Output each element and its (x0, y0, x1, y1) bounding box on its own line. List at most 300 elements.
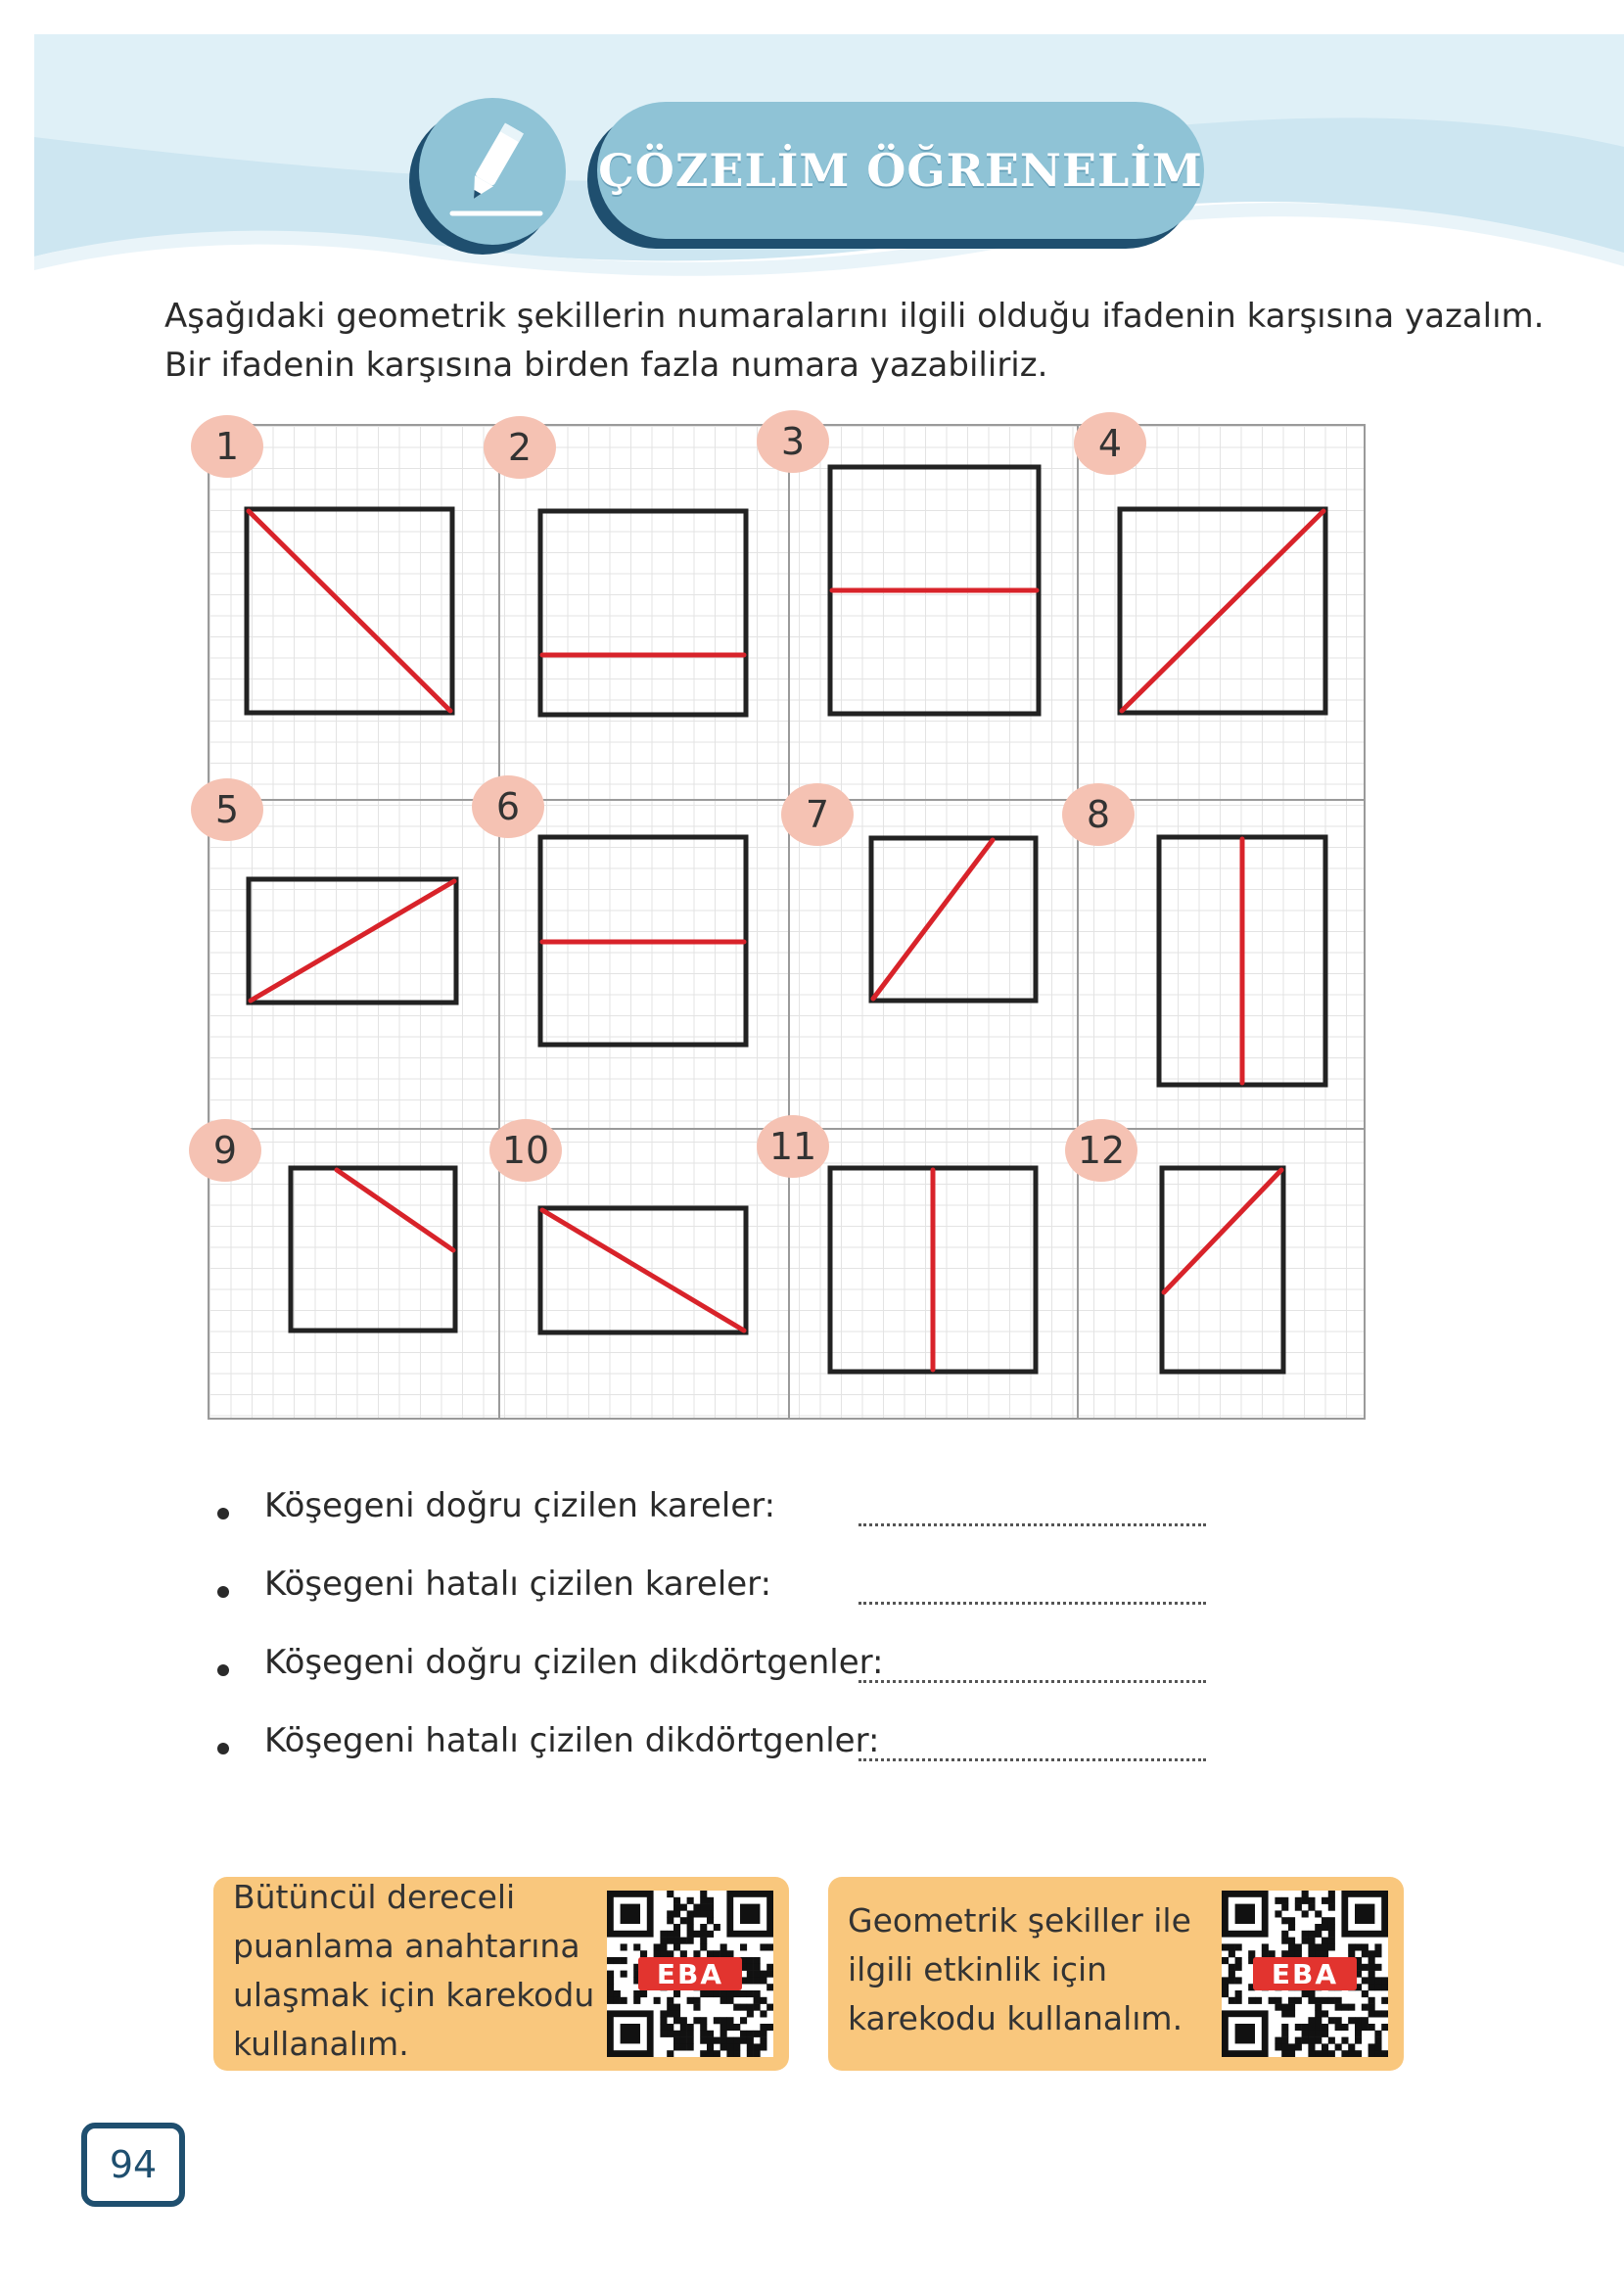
qr-module (673, 1897, 680, 1904)
qr-module (1335, 2024, 1342, 2031)
qr-module (700, 1897, 707, 1904)
qr-module (700, 1904, 707, 1911)
shape-number-10: 10 (489, 1119, 562, 1182)
qr-module (680, 2031, 687, 2037)
shape-number-9: 9 (189, 1119, 261, 1182)
qr-module (766, 1943, 773, 1950)
qr-module (1275, 1997, 1281, 2004)
shape-1-line (249, 511, 450, 711)
qr-module (1302, 1910, 1309, 1917)
shape-number-3: 3 (757, 410, 829, 473)
qr-module (1288, 1938, 1295, 1944)
qr-module (1235, 1957, 1242, 1964)
qr-module (1369, 1964, 1375, 1971)
qr-module (667, 1910, 673, 1917)
shape-10-line (542, 1210, 744, 1331)
qr-module (700, 1910, 707, 1917)
shape-12-outline (1162, 1168, 1283, 1372)
qr-module (740, 2031, 747, 2037)
qr-module (1362, 1964, 1369, 1971)
instruction-line-1: Aşağıdaki geometrik şekillerin numaralarını ilgili olduğu ifadenin karşısına yazalım. (164, 297, 1545, 336)
qr-code-rubric[interactable] (607, 1891, 773, 2057)
question-label: Köşegeni doğru çizilen kareler: (264, 1486, 776, 1525)
qr-module (1288, 2010, 1295, 2017)
qr-module (1369, 2024, 1375, 2031)
qr-module (1322, 2024, 1328, 2031)
qr-module (673, 2037, 680, 2044)
qr-module (1315, 2004, 1322, 2011)
qr-module (1369, 2010, 1375, 2017)
qr-module (1308, 1897, 1315, 1904)
qr-module (714, 2050, 720, 2057)
qr-module (607, 1990, 614, 1997)
qr-module (766, 1964, 773, 1971)
qr-module (747, 2050, 754, 2057)
qr-module (660, 2024, 667, 2031)
qr-module (1235, 1943, 1242, 1950)
shape-4-line (1122, 511, 1323, 711)
qr-module (1322, 2031, 1328, 2037)
qr-module (1229, 1971, 1235, 1978)
info-box-activity (828, 1877, 1404, 2071)
qr-module (700, 1931, 707, 1938)
qr-module (1381, 2050, 1388, 2057)
qr-module (1369, 2004, 1375, 2011)
qr-module (673, 1990, 680, 1997)
qr-module (667, 1938, 673, 1944)
qr-module (1369, 2043, 1375, 2050)
qr-module (754, 2031, 761, 2037)
qr-module (687, 1910, 694, 1917)
qr-module (1302, 2037, 1309, 2044)
qr-module (607, 1977, 614, 1984)
qr-module (1381, 1977, 1388, 1984)
qr-module (1288, 1917, 1295, 1924)
instruction-line-2: Bir ifadenin karşısına birden fazla numara yazabiliriz. (164, 346, 1048, 385)
qr-module (766, 2024, 773, 2031)
qr-module (1275, 1897, 1281, 1904)
qr-module (766, 1971, 773, 1978)
qr-module (707, 1897, 714, 1904)
qr-module (700, 2031, 707, 2037)
qr-module (1302, 1891, 1309, 1897)
qr-module (1362, 1943, 1369, 1950)
qr-module (1369, 1957, 1375, 1964)
qr-module (1328, 1897, 1335, 1904)
qr-module (1374, 2043, 1381, 2050)
qr-module (1229, 1950, 1235, 1957)
qr-module (1229, 1964, 1235, 1971)
qr-module (700, 1924, 707, 1931)
qr-module (1381, 1984, 1388, 1990)
qr-module (693, 1910, 700, 1917)
qr-module (726, 2043, 733, 2050)
qr-module (687, 1924, 694, 1931)
qr-module (607, 1984, 614, 1990)
qr-module (1355, 2031, 1362, 2037)
qr-module (1322, 1917, 1328, 1924)
qr-module (673, 1904, 680, 1911)
question-row (217, 1565, 1245, 1643)
qr-module (707, 1904, 714, 1911)
qr-module (720, 2024, 727, 2031)
qr-module (673, 2031, 680, 2037)
shape-9-line (337, 1170, 453, 1250)
qr-module (1308, 1931, 1315, 1938)
qr-module (1328, 1904, 1335, 1911)
qr-module (1295, 2037, 1302, 2044)
bullet (217, 1664, 229, 1676)
qr-module (1235, 1997, 1242, 2004)
qr-module (1288, 1997, 1295, 2004)
qr-module (633, 1990, 640, 1997)
qr-module (747, 2010, 754, 2017)
qr-module (607, 1957, 614, 1964)
shape-5-line (251, 881, 454, 1001)
qr-module (714, 1924, 720, 1931)
qr-module (707, 1931, 714, 1938)
qr-module (1288, 2004, 1295, 2011)
qr-module (1328, 2017, 1335, 2024)
qr-module (1335, 2043, 1342, 2050)
qr-module (700, 1943, 707, 1950)
qr-module (700, 1891, 707, 1897)
qr-module (687, 1897, 694, 1904)
qr-module (654, 1997, 661, 2004)
qr-module (714, 2017, 720, 2024)
qr-module (660, 2031, 667, 2037)
qr-module (1369, 1971, 1375, 1978)
qr-module (687, 2024, 694, 2031)
qr-module (1288, 2050, 1295, 2057)
qr-module (707, 2043, 714, 2050)
qr-module (1315, 1943, 1322, 1950)
qr-module (667, 2050, 673, 2057)
qr-module (687, 2043, 694, 2050)
qr-module (720, 2037, 727, 2044)
qr-module (720, 1990, 727, 1997)
qr-module (726, 2050, 733, 2057)
question-label: Köşegeni hatalı çizilen dikdörtgenler: (264, 1721, 880, 1760)
qr-module (1308, 1904, 1315, 1911)
qr-module (667, 1917, 673, 1924)
qr-module (1341, 2050, 1348, 2057)
qr-module (1288, 1943, 1295, 1950)
qr-module (1308, 2050, 1315, 2057)
section-title-banner (597, 102, 1204, 239)
qr-module (1229, 1943, 1235, 1950)
qr-module (1374, 1950, 1381, 1957)
shape-number-12: 12 (1065, 1119, 1137, 1182)
qr-module (720, 1997, 727, 2004)
qr-module (726, 1990, 733, 1997)
qr-module (1269, 1997, 1276, 2004)
qr-module (700, 1990, 707, 1997)
qr-module (693, 1904, 700, 1911)
qr-module (1255, 1997, 1262, 2004)
qr-module (1302, 1897, 1309, 1904)
qr-module (614, 1997, 621, 2004)
qr-module (1281, 1931, 1288, 1938)
qr-module (747, 1957, 754, 1964)
qr-code-activity[interactable] (1222, 1891, 1388, 2057)
qr-finder-inner (740, 1904, 760, 1924)
qr-module (1335, 2004, 1342, 2011)
qr-module (1295, 1904, 1302, 1911)
qr-module (707, 2050, 714, 2057)
qr-module (687, 1938, 694, 1944)
qr-module (667, 1997, 673, 2004)
shape-12-line (1164, 1170, 1281, 1292)
qr-module (1308, 2024, 1315, 2031)
qr-module (660, 1943, 667, 1950)
qr-module (1295, 2024, 1302, 2031)
qr-module (1302, 2031, 1309, 2037)
qr-module (1308, 2043, 1315, 2050)
qr-module (1369, 1977, 1375, 1984)
qr-module (673, 2004, 680, 2011)
qr-module (1281, 2031, 1288, 2037)
bullet (217, 1508, 229, 1520)
qr-module (1302, 1938, 1309, 1944)
qr-module (740, 2037, 747, 2044)
qr-module (760, 1997, 766, 2004)
qr-module (740, 2017, 747, 2024)
qr-module (754, 1990, 761, 1997)
eba-logo: EBA (1253, 1957, 1357, 1990)
qr-module (747, 2004, 754, 2011)
qr-module (1328, 1891, 1335, 1897)
qr-module (673, 1938, 680, 1944)
qr-module (1308, 1943, 1315, 1950)
qr-module (1308, 2037, 1315, 2044)
qr-module (726, 2017, 733, 2024)
qr-module (1362, 2004, 1369, 2011)
question-label: Köşegeni hatalı çizilen kareler: (264, 1565, 772, 1604)
qr-module (1281, 1938, 1288, 1944)
qr-module (707, 1917, 714, 1924)
qr-module (1288, 2043, 1295, 2050)
qr-module (1315, 2024, 1322, 2031)
qr-module (1328, 2050, 1335, 2057)
qr-module (1222, 1977, 1229, 1984)
qr-module (1308, 1990, 1315, 1997)
qr-module (747, 1977, 754, 1984)
answer-blank-1[interactable] (858, 1523, 1206, 1526)
qr-module (1381, 1997, 1388, 2004)
qr-module (1381, 2010, 1388, 2017)
qr-module (1308, 1997, 1315, 2004)
qr-module (740, 1990, 747, 1997)
qr-module (740, 2004, 747, 2011)
info-text-rubric: Bütüncül dereceli puanlama anahtarına ulaşmak için karekodu kullanalım. (233, 1878, 595, 2063)
qr-module (1302, 1990, 1309, 1997)
page-number: 94 (81, 2123, 185, 2207)
qr-module (1355, 2050, 1362, 2057)
qr-module (1235, 1990, 1242, 1997)
qr-module (1281, 1917, 1288, 1924)
qr-module (687, 1917, 694, 1924)
qr-module (726, 2037, 733, 2044)
qr-module (1275, 2037, 1281, 2044)
qr-module (1281, 2050, 1288, 2057)
qr-module (667, 1891, 673, 1897)
qr-module (754, 1977, 761, 1984)
shape-number-4: 4 (1074, 412, 1146, 475)
qr-module (1355, 2017, 1362, 2024)
qr-module (1281, 2010, 1288, 2017)
qr-module (1348, 2017, 1355, 2024)
qr-module (754, 1957, 761, 1964)
qr-module (673, 1924, 680, 1931)
qr-module (1322, 1943, 1328, 1950)
qr-finder-inner (621, 1904, 640, 1924)
qr-module (726, 2024, 733, 2031)
qr-module (614, 1957, 621, 1964)
qr-module (1315, 2017, 1322, 2024)
qr-module (621, 1957, 627, 1964)
qr-module (700, 1938, 707, 1944)
question-row (217, 1486, 1245, 1565)
qr-module (720, 2017, 727, 2024)
qr-module (1275, 2004, 1281, 2011)
qr-module (633, 1943, 640, 1950)
qr-module (1248, 1997, 1255, 2004)
qr-module (693, 1997, 700, 2004)
qr-module (1281, 1897, 1288, 1904)
qr-module (1315, 2010, 1322, 2017)
qr-module (1295, 1997, 1302, 2004)
qr-module (1374, 1964, 1381, 1971)
qr-module (1222, 1984, 1229, 1990)
qr-module (673, 2017, 680, 2024)
qr-module (714, 1990, 720, 1997)
qr-module (680, 1938, 687, 1944)
qr-finder-inner (1355, 1904, 1374, 1924)
qr-module (1322, 1938, 1328, 1944)
qr-module (733, 2043, 740, 2050)
qr-module (747, 1990, 754, 1997)
qr-module (1355, 2024, 1362, 2031)
qr-module (1281, 2004, 1288, 2011)
qr-module (1222, 1957, 1229, 1964)
qr-module (1362, 1977, 1369, 1984)
qr-module (667, 2004, 673, 2011)
qr-module (1374, 2031, 1381, 2037)
qr-module (673, 2043, 680, 2050)
qr-module (1281, 2037, 1288, 2044)
qr-module (680, 2024, 687, 2031)
qr-module (607, 1971, 614, 1978)
qr-module (1315, 1997, 1322, 2004)
answer-blank-3[interactable] (858, 1680, 1206, 1683)
qr-module (693, 1931, 700, 1938)
qr-module (687, 1997, 694, 2004)
question-row (217, 1643, 1245, 1721)
qr-module (673, 1910, 680, 1917)
shape-7-line (873, 840, 993, 999)
qr-module (1322, 1897, 1328, 1904)
qr-module (726, 1997, 733, 2004)
qr-module (760, 2037, 766, 2044)
qr-module (1348, 1943, 1355, 1950)
qr-module (1369, 1997, 1375, 2004)
qr-module (621, 1997, 627, 2004)
qr-module (1374, 1977, 1381, 1984)
qr-module (754, 2043, 761, 2050)
info-box-rubric (213, 1877, 789, 2071)
answer-blank-4[interactable] (858, 1758, 1206, 1761)
bullet (217, 1586, 229, 1598)
qr-module (1281, 1904, 1288, 1911)
qr-module (1328, 1943, 1335, 1950)
qr-module (707, 1990, 714, 1997)
bullet (217, 1743, 229, 1754)
qr-module (621, 1943, 627, 1950)
qr-module (747, 2043, 754, 2050)
qr-module (687, 2037, 694, 2044)
qr-module (1328, 2037, 1335, 2044)
qr-module (673, 1931, 680, 1938)
qr-module (720, 2043, 727, 2050)
qr-module (680, 2017, 687, 2024)
qr-module (700, 2024, 707, 2031)
qr-module (747, 2037, 754, 2044)
qr-module (700, 2050, 707, 2057)
qr-module (760, 2024, 766, 2031)
qr-module (733, 1990, 740, 1997)
qr-module (667, 2031, 673, 2037)
qr-module (766, 2004, 773, 2011)
qr-module (1374, 1943, 1381, 1950)
shape-number-1: 1 (191, 415, 263, 478)
qr-module (733, 2024, 740, 2031)
qr-module (754, 1964, 761, 1971)
qr-module (1302, 2024, 1309, 2031)
qr-module (1362, 1950, 1369, 1957)
qr-module (740, 1943, 747, 1950)
pencil-icon (419, 98, 566, 245)
qr-module (1229, 1977, 1235, 1984)
qr-module (1374, 1984, 1381, 1990)
qr-module (1281, 2043, 1288, 2050)
qr-module (1295, 1943, 1302, 1950)
qr-module (1362, 1990, 1369, 1997)
qr-module (1348, 2043, 1355, 2050)
question-row (217, 1721, 1245, 1800)
answer-blank-2[interactable] (858, 1602, 1206, 1605)
qr-module (1288, 1924, 1295, 1931)
qr-module (1229, 1997, 1235, 2004)
qr-module (660, 1931, 667, 1938)
qr-module (1355, 2037, 1362, 2044)
qr-module (760, 2031, 766, 2037)
qr-module (687, 2031, 694, 2037)
qr-module (733, 2050, 740, 2057)
qr-module (633, 1997, 640, 2004)
shape-number-2: 2 (484, 416, 556, 479)
qr-module (754, 1997, 761, 2004)
qr-module (654, 1943, 661, 1950)
qr-module (680, 1904, 687, 1911)
qr-module (680, 1917, 687, 1924)
qr-module (1295, 2043, 1302, 2050)
qr-module (754, 2004, 761, 2011)
shape-number-6: 6 (472, 775, 544, 838)
qr-module (673, 1943, 680, 1950)
qr-module (1328, 1931, 1335, 1938)
qr-module (1222, 1990, 1229, 1997)
